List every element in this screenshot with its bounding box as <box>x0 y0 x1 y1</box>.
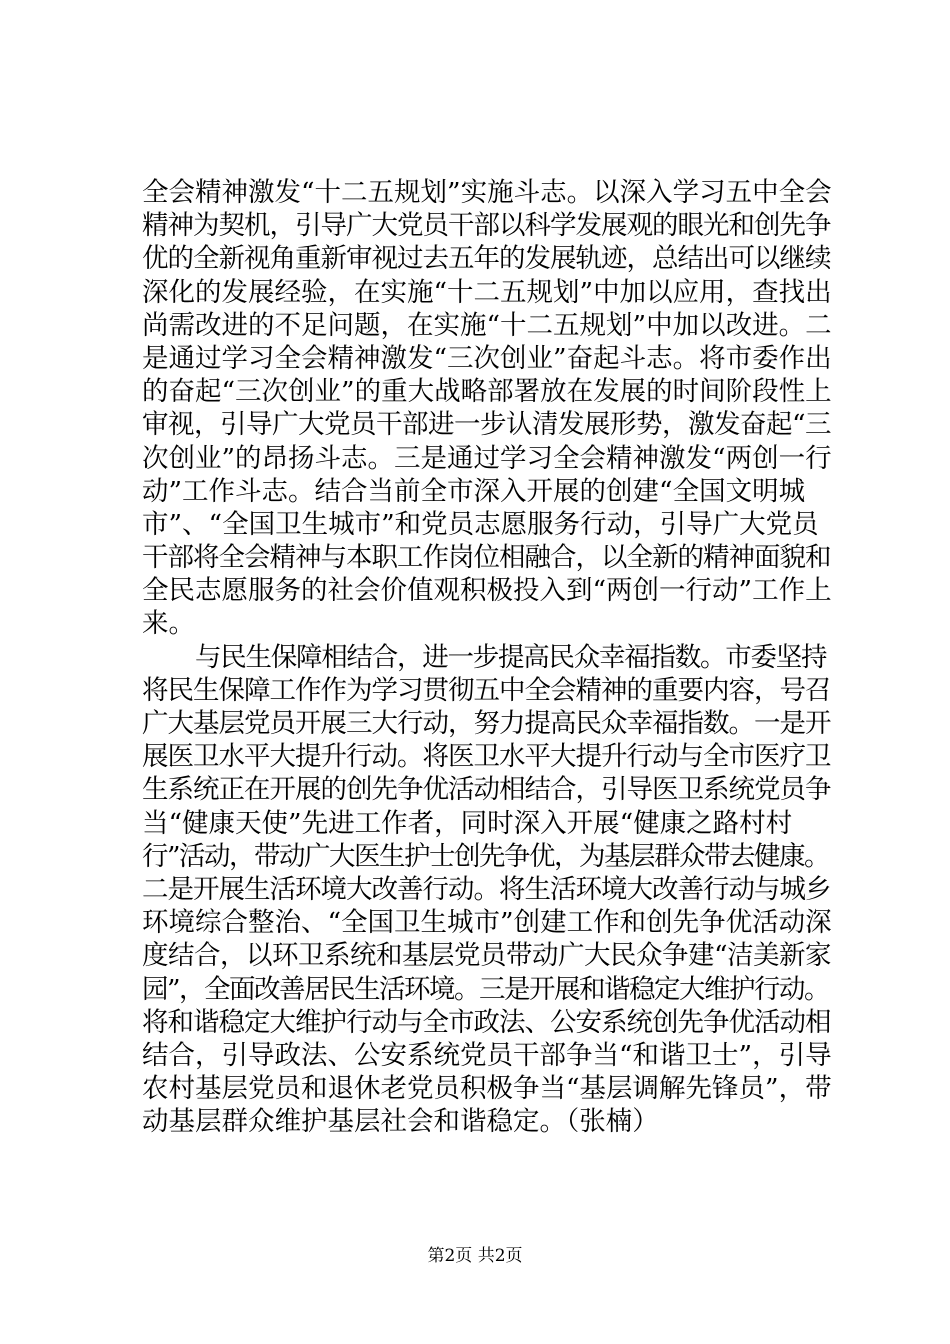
text-line: 尚需改进的不足问题，在实施“十二五规划”中加以改进。二 <box>142 309 832 341</box>
text-line: 全会精神激发“十二五规划”实施斗志。以深入学习五中全会 <box>142 177 832 208</box>
text-line: 市”、“全国卫生城市”和党员志愿服务行动，引导广大党员 <box>142 508 819 540</box>
text-line: 精神为契机，引导广大党员干部以科学发展观的眼光和创先争 <box>142 210 831 242</box>
text-line: 生系统正在开展的创先争优活动相结合，引导医卫系统党员争 <box>142 774 831 806</box>
document-body <box>142 176 832 1138</box>
text-line: 环境综合整治、“全国卫生城市”创建工作和创先争优活动深 <box>142 907 832 939</box>
paragraph-start-line: 与民生保障相结合，进一步提高民众幸福指数。市委坚持 <box>195 641 827 673</box>
page-number-footer: 第2页 共2页 <box>427 1246 523 1266</box>
text-line: 动”工作斗志。结合当前全市深入开展的创建“全国文明城 <box>142 475 806 507</box>
text-line: 二是开展生活环境大改善行动。将生活环境大改善行动与城乡 <box>142 873 831 905</box>
text-line: 全民志愿服务的社会价值观积极投入到“两创一行动”工作上 <box>142 575 832 607</box>
text-line: 的奋起“三次创业”的重大战略部署放在发展的时间阶段性上 <box>142 376 832 408</box>
text-line: 优的全新视角重新审视过去五年的发展轨迹，总结出可以继续 <box>142 243 831 275</box>
text-line: 结合，引导政法、公安系统党员干部争当“和谐卫士”，引导 <box>142 1039 832 1071</box>
text-line: 广大基层党员开展三大行动，努力提高民众幸福指数。一是开 <box>142 708 831 739</box>
text-line: 农村基层党员和退休老党员积极争当“基层调解先锋员”，带 <box>142 1073 832 1105</box>
text-line: 次创业”的昂扬斗志。三是通过学习全会精神激发“两创一行 <box>142 442 832 474</box>
text-line: 园”，全面改善居民生活环境。三是开展和谐稳定大维护行动。 <box>142 973 830 1005</box>
text-line: 将民生保障工作作为学习贯彻五中全会精神的重要内容，号召 <box>142 674 831 706</box>
text-line: 干部将全会精神与本职工作岗位相融合，以全新的精神面貌和 <box>142 542 831 574</box>
text-line: 深化的发展经验，在实施“十二五规划”中加以应用，查找出 <box>142 276 832 308</box>
text-line: 来。 <box>142 608 195 640</box>
text-line: 将和谐稳定大维护行动与全市政法、公安系统创先争优活动相 <box>142 1006 831 1038</box>
text-line: 动基层群众维护基层社会和谐稳定。（张楠） <box>142 1106 659 1138</box>
text-line: 度结合，以环卫系统和基层党员带动广大民众争建“洁美新家 <box>142 940 832 972</box>
text-line: 当“健康天使”先进工作者，同时深入开展“健康之路村村 <box>142 807 793 839</box>
text-line: 展医卫水平大提升行动。将医卫水平大提升行动与全市医疗卫 <box>142 741 831 773</box>
text-line: 是通过学习全会精神激发“三次创业”奋起斗志。将市委作出 <box>142 342 832 374</box>
text-line: 行”活动，带动广大医生护士创先争优，为基层群众带去健康。 <box>142 840 830 872</box>
text-line: 审视，引导广大党员干部进一步认清发展形势，激发奋起“三 <box>142 409 832 441</box>
